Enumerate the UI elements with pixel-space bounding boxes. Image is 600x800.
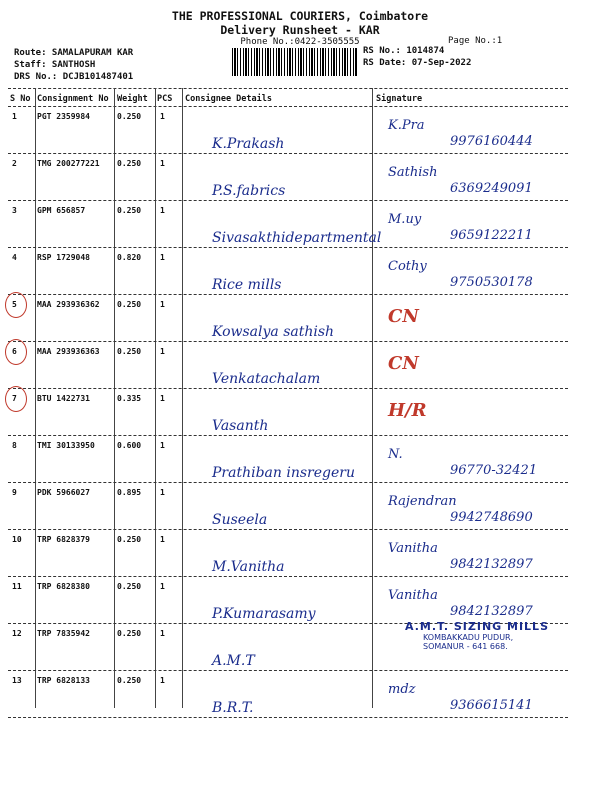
row-signature: CN [388, 353, 419, 374]
row-pcs: 1 [160, 535, 165, 544]
row-divider [8, 153, 568, 154]
row-phone: 9842132897 [450, 557, 533, 572]
phone-number: Phone No.:0422-3505555 [240, 37, 360, 47]
row-consignee: K.Prakash [212, 136, 285, 152]
row-pcs: 1 [160, 441, 165, 450]
route-label: Route: SAMALAPURAM KAR [14, 48, 134, 58]
row-signature: Rajendran [388, 494, 457, 509]
row-phone: 9976160444 [450, 134, 533, 149]
row-pcs: 1 [160, 253, 165, 262]
row-phone: 9750530178 [450, 275, 533, 290]
row-pcs: 1 [160, 676, 165, 685]
row-pcs: 1 [160, 347, 165, 356]
col-header-sno: S No [10, 94, 31, 104]
row-pcs: 1 [160, 206, 165, 215]
row-consignment-no: TRP 7835942 [37, 629, 90, 638]
row-divider [8, 200, 568, 201]
row-signature: H/R [388, 400, 427, 421]
row-sno: 8 [12, 441, 17, 450]
row-pcs: 1 [160, 629, 165, 638]
row-consignment-no: TRP 6828379 [37, 535, 90, 544]
company-stamp [405, 620, 575, 670]
row-phone: 9659122211 [450, 228, 533, 243]
row-weight: 0.250 [117, 206, 142, 215]
col-header-consignment: Consignment No [37, 94, 109, 104]
drs-number: DRS No.: DCJB101487401 [14, 72, 134, 82]
column-divider [372, 88, 373, 708]
page-number: Page No.:1 [448, 36, 503, 46]
row-weight: 0.820 [117, 253, 142, 262]
row-sno: 6 [12, 347, 17, 356]
row-phone: 96770-32421 [450, 463, 538, 478]
row-sno: 11 [12, 582, 22, 591]
column-divider [182, 88, 183, 708]
row-consignee: P.Kumarasamy [212, 606, 316, 622]
stamp-line: KOMBAKKADU PUDUR, [423, 633, 514, 642]
row-sno: 5 [12, 300, 17, 309]
row-signature: M.uy [388, 212, 422, 227]
row-consignment-no: MAA 293936363 [37, 347, 100, 356]
header-bottom-border [8, 106, 568, 107]
row-pcs: 1 [160, 159, 165, 168]
row-weight: 0.250 [117, 676, 142, 685]
row-divider [8, 247, 568, 248]
row-consignment-no: TRP 6828380 [37, 582, 90, 591]
row-signature: N. [388, 447, 403, 462]
row-signature: Vanitha [388, 588, 438, 603]
document-title [0, 9, 600, 37]
col-header-signature: Signature [376, 94, 423, 104]
row-weight: 0.250 [117, 300, 142, 309]
row-consignment-no: RSP 1729048 [37, 253, 90, 262]
row-sno: 9 [12, 488, 17, 497]
stamp-line: A.M.T. SIZING MILLS [405, 620, 549, 633]
row-pcs: 1 [160, 300, 165, 309]
table-top-border [8, 88, 568, 89]
row-weight: 0.895 [117, 488, 142, 497]
row-consignee: B.R.T. [212, 700, 254, 716]
row-consignee: Rice mills [212, 277, 282, 293]
row-signature: Sathish [388, 165, 438, 180]
row-weight: 0.250 [117, 535, 142, 544]
col-header-consignee: Consignee Details [185, 94, 272, 104]
row-sno: 13 [12, 676, 22, 685]
stamp-line: SOMANUR - 641 668. [423, 642, 508, 651]
row-divider [8, 435, 568, 436]
row-divider [8, 294, 568, 295]
row-consignee: P.S.fabrics [212, 183, 286, 199]
col-header-weight: Weight [117, 94, 148, 104]
row-weight: 0.250 [117, 347, 142, 356]
row-consignee: Suseela [212, 512, 268, 528]
staff-label: Staff: SANTHOSH [14, 60, 96, 70]
row-phone: 6369249091 [450, 181, 533, 196]
row-sno: 3 [12, 206, 17, 215]
rs-date: RS Date: 07-Sep-2022 [363, 58, 472, 68]
row-divider [8, 482, 568, 483]
row-divider [8, 388, 568, 389]
row-phone: 9942748690 [450, 510, 533, 525]
row-consignment-no: PGT 2359984 [37, 112, 90, 121]
row-signature: Cothy [388, 259, 427, 274]
row-consignment-no: GPM 656857 [37, 206, 86, 215]
row-pcs: 1 [160, 582, 165, 591]
row-consignment-no: TRP 6828133 [37, 676, 90, 685]
row-divider [8, 341, 568, 342]
row-consignee: Venkatachalam [212, 371, 321, 387]
col-header-pcs: PCS [157, 94, 173, 104]
row-signature: CN [388, 306, 419, 327]
row-divider [8, 717, 568, 718]
row-consignment-no: MAA 293936362 [37, 300, 100, 309]
row-sno: 10 [12, 535, 22, 544]
row-signature: K.Pra [388, 118, 425, 133]
row-weight: 0.600 [117, 441, 142, 450]
row-sno: 7 [12, 394, 17, 403]
row-weight: 0.250 [117, 159, 142, 168]
barcode [232, 48, 358, 76]
column-divider [35, 88, 36, 708]
row-sno: 4 [12, 253, 17, 262]
row-divider [8, 529, 568, 530]
row-phone: 9842132897 [450, 604, 533, 619]
row-consignee: M.Vanitha [212, 559, 285, 575]
row-weight: 0.335 [117, 394, 142, 403]
row-pcs: 1 [160, 394, 165, 403]
row-consignee: Prathiban insregeru [212, 465, 355, 481]
row-phone: 9366615141 [450, 698, 533, 713]
runsheet-title: Delivery Runsheet - KAR [220, 23, 380, 37]
red-circle-mark [5, 292, 27, 318]
row-weight: 0.250 [117, 112, 142, 121]
row-divider [8, 670, 568, 671]
row-consignee: Sivasakthidepartmental [212, 230, 382, 246]
row-consignment-no: BTU 1422731 [37, 394, 90, 403]
row-consignment-no: PDK 5966027 [37, 488, 90, 497]
row-consignee: Kowsalya sathish [212, 324, 335, 340]
row-consignment-no: TMI 30133950 [37, 441, 95, 450]
row-pcs: 1 [160, 488, 165, 497]
column-divider [114, 88, 115, 708]
row-consignee: A.M.T [212, 653, 255, 669]
red-circle-mark [5, 339, 27, 365]
row-signature: Vanitha [388, 541, 438, 556]
row-sno: 2 [12, 159, 17, 168]
row-signature: mdz [388, 682, 416, 697]
row-sno: 12 [12, 629, 22, 638]
row-consignee: Vasanth [212, 418, 269, 434]
row-weight: 0.250 [117, 629, 142, 638]
row-consignment-no: TMG 200277221 [37, 159, 100, 168]
rs-number: RS No.: 1014874 [363, 46, 445, 56]
red-circle-mark [5, 386, 27, 412]
row-sno: 1 [12, 112, 17, 121]
row-weight: 0.250 [117, 582, 142, 591]
company-title: THE PROFESSIONAL COURIERS, Coimbatore [171, 9, 429, 23]
row-pcs: 1 [160, 112, 165, 121]
column-divider [155, 88, 156, 708]
row-divider [8, 576, 568, 577]
